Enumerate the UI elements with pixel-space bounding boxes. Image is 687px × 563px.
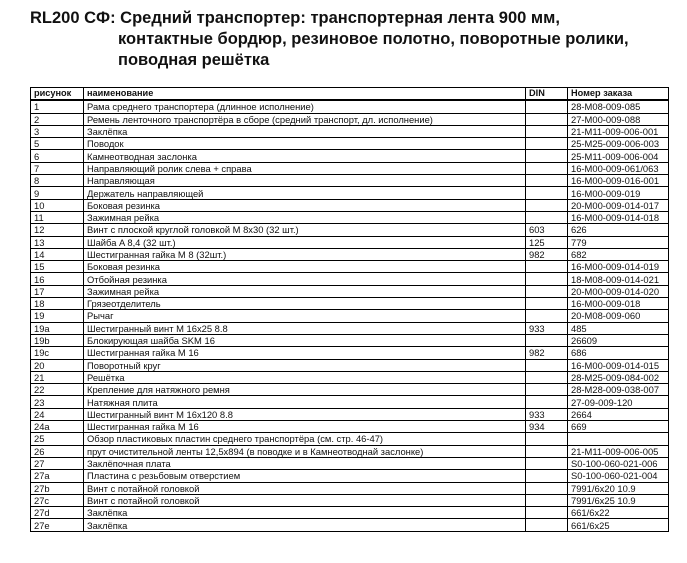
cell-order-number: 18-M08-009-014-021	[568, 273, 669, 285]
cell-din	[526, 359, 568, 371]
header-name: наименование	[84, 88, 526, 101]
cell-name: Заклёпка	[84, 125, 526, 137]
cell-figure: 6	[31, 150, 84, 162]
cell-figure: 12	[31, 224, 84, 236]
cell-din	[526, 285, 568, 297]
table-row	[31, 470, 669, 482]
cell-din	[526, 482, 568, 494]
cell-figure: 9	[31, 187, 84, 199]
cell-order-number: 16-M00-009-061/063	[568, 162, 669, 174]
table-row	[31, 482, 669, 494]
cell-order-number: 28-M08-009-085	[568, 100, 669, 113]
table-row	[31, 211, 669, 223]
cell-din	[526, 125, 568, 137]
table-row	[31, 408, 669, 420]
cell-order-number: 7991/6x25 10.9	[568, 494, 669, 506]
cell-din	[526, 371, 568, 383]
cell-order-number: 20-M00-009-014-020	[568, 285, 669, 297]
cell-din: 125	[526, 236, 568, 248]
cell-figure: 11	[31, 211, 84, 223]
cell-din	[526, 507, 568, 519]
title-line-1-text: RL200 СФ: Средний транспортер: транспортерная лента 900 мм,	[30, 9, 560, 27]
cell-name: Пластина с резьбовым отверстием	[84, 470, 526, 482]
table-row	[31, 138, 669, 150]
cell-figure: 13	[31, 236, 84, 248]
cell-order-number: 16-M00-009-018	[568, 298, 669, 310]
cell-figure: 15	[31, 261, 84, 273]
cell-din	[526, 261, 568, 273]
cell-figure: 3	[31, 125, 84, 137]
cell-name: Поворотный круг	[84, 359, 526, 371]
cell-name: Шестигранная гайка M 8 (32шт.)	[84, 248, 526, 260]
header-figure: рисунок	[31, 88, 84, 101]
table-row	[31, 273, 669, 285]
table-row	[31, 310, 669, 322]
cell-order-number: 661/6x25	[568, 519, 669, 531]
cell-figure: 27d	[31, 507, 84, 519]
cell-figure: 5	[31, 138, 84, 150]
cell-figure: 26	[31, 445, 84, 457]
cell-name: Рычаг	[84, 310, 526, 322]
table-header-row	[31, 88, 669, 101]
cell-din	[526, 494, 568, 506]
cell-figure: 22	[31, 384, 84, 396]
cell-name: Блокирующая шайба SKM 16	[84, 334, 526, 346]
table-row	[31, 445, 669, 457]
cell-order-number	[568, 433, 669, 445]
table-body	[31, 100, 669, 531]
table-row	[31, 113, 669, 125]
cell-name: Камнеотводная заслонка	[84, 150, 526, 162]
table-row	[31, 298, 669, 310]
parts-table	[30, 87, 669, 532]
cell-name: Боковая резинка	[84, 261, 526, 273]
cell-din	[526, 519, 568, 531]
cell-figure: 10	[31, 199, 84, 211]
cell-din: 982	[526, 248, 568, 260]
table-row	[31, 162, 669, 174]
cell-figure: 27	[31, 457, 84, 469]
cell-figure: 27b	[31, 482, 84, 494]
cell-name: Зажимная рейка	[84, 211, 526, 223]
cell-figure: 27a	[31, 470, 84, 482]
cell-name: Направляющий ролик слева + справа	[84, 162, 526, 174]
cell-figure: 19c	[31, 347, 84, 359]
cell-name: Заклёпка	[84, 519, 526, 531]
cell-order-number: 21-M11-009-006-005	[568, 445, 669, 457]
table-row	[31, 334, 669, 346]
table-row	[31, 187, 669, 199]
table-row	[31, 396, 669, 408]
table-row	[31, 347, 669, 359]
table-row	[31, 236, 669, 248]
cell-name: Отбойная резинка	[84, 273, 526, 285]
cell-din	[526, 150, 568, 162]
cell-order-number: S0-100-060-021-004	[568, 470, 669, 482]
table-row	[31, 261, 669, 273]
cell-figure: 16	[31, 273, 84, 285]
cell-din	[526, 470, 568, 482]
cell-name: Шестигранный винт M 16x25 8.8	[84, 322, 526, 334]
cell-name: Винт с потайной головкой	[84, 494, 526, 506]
cell-name: Шестигранная гайка M 16	[84, 347, 526, 359]
cell-name: Держатель направляющей	[84, 187, 526, 199]
cell-figure: 1	[31, 100, 84, 113]
table-row	[31, 175, 669, 187]
cell-name: Шестигранный винт M 16x120 8.8	[84, 408, 526, 420]
cell-name: Ремень ленточного транспортёра в сборе (средний транспорт, дл. исполнение)	[84, 113, 526, 125]
table-row	[31, 507, 669, 519]
title-line-3: поводная решётка	[118, 51, 270, 69]
cell-din	[526, 113, 568, 125]
cell-order-number: 7991/6x20 10.9	[568, 482, 669, 494]
cell-figure: 27c	[31, 494, 84, 506]
cell-figure: 2	[31, 113, 84, 125]
table-row	[31, 322, 669, 334]
cell-din: 603	[526, 224, 568, 236]
cell-din	[526, 187, 568, 199]
cell-din: 933	[526, 408, 568, 420]
cell-name: Направляющая	[84, 175, 526, 187]
cell-name: Заклёпочная плата	[84, 457, 526, 469]
cell-figure: 27e	[31, 519, 84, 531]
cell-figure: 7	[31, 162, 84, 174]
cell-din	[526, 100, 568, 113]
cell-din: 934	[526, 421, 568, 433]
cell-name: Крепление для натяжного ремня	[84, 384, 526, 396]
cell-order-number: 27-M00-009-088	[568, 113, 669, 125]
table-row	[31, 100, 669, 113]
table-row	[31, 519, 669, 531]
table-row	[31, 371, 669, 383]
cell-figure: 19a	[31, 322, 84, 334]
cell-figure: 21	[31, 371, 84, 383]
cell-name: прут очистительной ленты 12,5x894 (в поводке и в Камнеотводнай заслонке)	[84, 445, 526, 457]
cell-order-number: 2664	[568, 408, 669, 420]
cell-order-number: 27-09-009-120	[568, 396, 669, 408]
title-line-1	[30, 8, 670, 29]
cell-din	[526, 273, 568, 285]
cell-figure: 17	[31, 285, 84, 297]
cell-order-number: 16-M00-009-014-015	[568, 359, 669, 371]
table-row	[31, 421, 669, 433]
cell-figure: 25	[31, 433, 84, 445]
cell-din: 933	[526, 322, 568, 334]
cell-figure: 19b	[31, 334, 84, 346]
table-row	[31, 494, 669, 506]
header-order-number: Номер заказа	[568, 88, 669, 101]
table-row	[31, 125, 669, 137]
table-row	[31, 359, 669, 371]
table-row	[31, 433, 669, 445]
table-row	[31, 457, 669, 469]
cell-din	[526, 396, 568, 408]
cell-din	[526, 162, 568, 174]
cell-name: Зажимная рейка	[84, 285, 526, 297]
cell-din	[526, 384, 568, 396]
cell-figure: 14	[31, 248, 84, 260]
table-row	[31, 224, 669, 236]
cell-din	[526, 199, 568, 211]
cell-name: Поводок	[84, 138, 526, 150]
header-din: DIN	[526, 88, 568, 101]
cell-name: Шестигранная гайка M 16	[84, 421, 526, 433]
cell-order-number: 21-M11-009-006-001	[568, 125, 669, 137]
cell-figure: 18	[31, 298, 84, 310]
cell-order-number: 16-M00-009-014-019	[568, 261, 669, 273]
cell-din	[526, 175, 568, 187]
cell-order-number: 26609	[568, 334, 669, 346]
cell-name: Рама среднего транспортера (длинное исполнение)	[84, 100, 526, 113]
cell-din	[526, 298, 568, 310]
cell-order-number: 20-M08-009-060	[568, 310, 669, 322]
document-title	[30, 8, 670, 71]
cell-name: Грязеотделитель	[84, 298, 526, 310]
table-row	[31, 199, 669, 211]
cell-order-number: S0-100-060-021-006	[568, 457, 669, 469]
cell-figure: 23	[31, 396, 84, 408]
table-row	[31, 248, 669, 260]
cell-order-number: 20-M00-009-014-017	[568, 199, 669, 211]
cell-order-number: 626	[568, 224, 669, 236]
cell-name: Шайба A 8,4 (32 шт.)	[84, 236, 526, 248]
cell-figure: 24	[31, 408, 84, 420]
cell-order-number: 779	[568, 236, 669, 248]
cell-figure: 20	[31, 359, 84, 371]
cell-order-number: 16-M00-009-014-018	[568, 211, 669, 223]
cell-name: Решётка	[84, 371, 526, 383]
cell-order-number: 16-M00-009-016-001	[568, 175, 669, 187]
cell-figure: 19	[31, 310, 84, 322]
cell-din	[526, 138, 568, 150]
cell-order-number: 669	[568, 421, 669, 433]
cell-order-number: 485	[568, 322, 669, 334]
cell-order-number: 28-M28-009-038-007	[568, 384, 669, 396]
cell-name: Натяжная плита	[84, 396, 526, 408]
cell-figure: 24a	[31, 421, 84, 433]
table-row	[31, 384, 669, 396]
cell-name: Обзор пластиковых пластин среднего транспортёра (см. стр. 46-47)	[84, 433, 526, 445]
cell-din	[526, 334, 568, 346]
cell-din	[526, 445, 568, 457]
cell-din	[526, 433, 568, 445]
table-row	[31, 150, 669, 162]
cell-order-number: 661/6x22	[568, 507, 669, 519]
cell-name: Заклёпка	[84, 507, 526, 519]
cell-din	[526, 211, 568, 223]
cell-din	[526, 310, 568, 322]
cell-order-number: 28-M25-009-084-002	[568, 371, 669, 383]
cell-order-number: 25-M11-009-006-004	[568, 150, 669, 162]
table-row	[31, 285, 669, 297]
cell-order-number: 16-M00-009-019	[568, 187, 669, 199]
cell-din: 982	[526, 347, 568, 359]
cell-name: Винт с потайной головкой	[84, 482, 526, 494]
cell-figure: 8	[31, 175, 84, 187]
cell-order-number: 25-M25-009-006-003	[568, 138, 669, 150]
cell-name: Боковая резинка	[84, 199, 526, 211]
cell-din	[526, 457, 568, 469]
cell-order-number: 686	[568, 347, 669, 359]
cell-order-number: 682	[568, 248, 669, 260]
title-line-2: контактные бордюр, резиновое полотно, поворотные ролики,	[118, 30, 629, 48]
cell-name: Винт с плоской круглой головкой M 8x30 (32 шт.)	[84, 224, 526, 236]
